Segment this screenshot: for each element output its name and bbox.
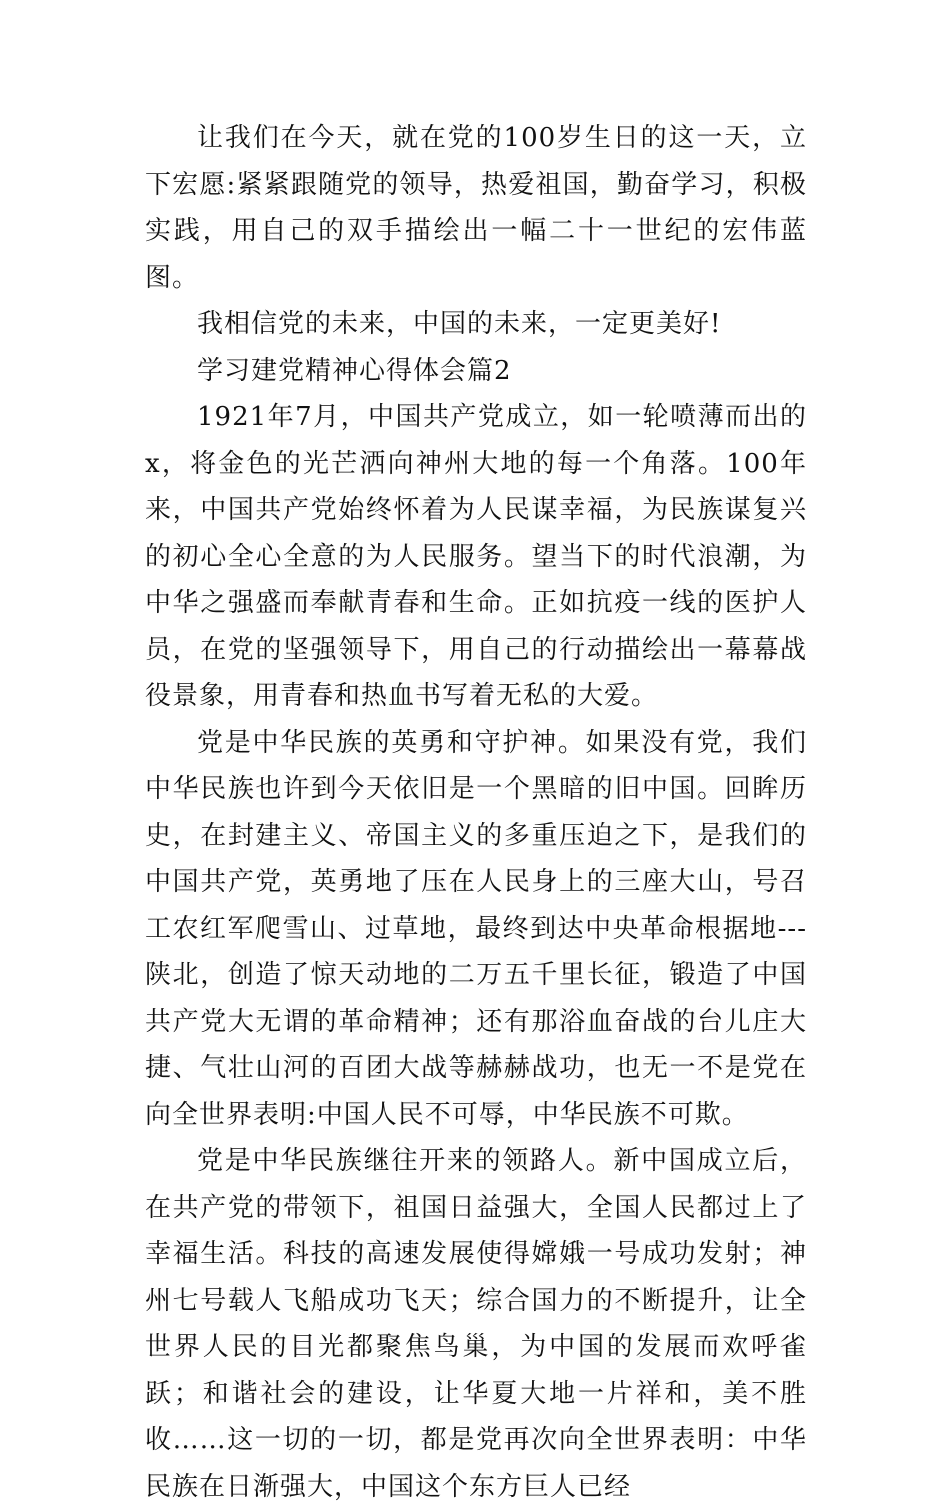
paragraph-guardian: 党是中华民族的英勇和守护神。如果没有党，我们中华民族也许到今天依旧是一个黑暗的旧中国。回眸历史，在封建主义、帝国主义的多重压迫之下，是我们的中国共产党，英勇地了压在人民身上的三座大山，号召工农红军爬雪山、过草地，最终到达中央革命根据地---陕北，创造了惊天动地的二万五千里长征，锻造了中国共产党大无谓的革命精神；还有那浴血奋战的台儿庄大捷、气壮山河的百团大战等赫赫战功，也无一不是党在向全世界表明:中国人民不可辱，中华民族不可欺。 xyxy=(145,727,807,1130)
paragraph-founding: 1921年7月，中国共产党成立，如一轮喷薄而出的x，将金色的光芒洒向神州大地的每一个角落。100年来，中国共产党始终怀着为人民谋幸福，为民族谋复兴的初心全心全意的为人民服务。望当下的时代浪潮，为中华之强盛而奉献青春和生命。正如抗疫一线的医护人员，在党的坚强领导下，用自己的行动描绘出一幕幕战役景象，用青春和热血书写着无私的大爱。 xyxy=(145,402,807,711)
paragraph-belief: 我相信党的未来，中国的未来，一定更美好! xyxy=(197,309,722,339)
paragraph-leader: 党是中华民族继往开来的领路人。新中国成立后，在共产党的带领下，祖国日益强大，全国人民都过上了幸福生活。科技的高速发展使得嫦娥一号成功发射；神州七号载人飞船成功飞天；综合国力的不断提升，让全世界人民的目光都聚焦鸟巢，为中国的发展而欢呼雀跃；和谐社会的建设，让华夏大地一片祥和，美不胜收……这一切的一切，都是党再次向全世界表明：中华民族在日渐强大，中国这个东方巨人已经 xyxy=(145,1146,807,1502)
paragraph-intro-vow: 让我们在今天，就在党的100岁生日的这一天，立下宏愿:紧紧跟随党的领导，热爱祖国，勤奋学习，积极实践，用自己的双手描绘出一幅二十一世纪的宏伟蓝图。 xyxy=(145,123,807,293)
section-heading: 学习建党精神心得体会篇2 xyxy=(197,355,512,386)
document-page xyxy=(145,115,807,1510)
